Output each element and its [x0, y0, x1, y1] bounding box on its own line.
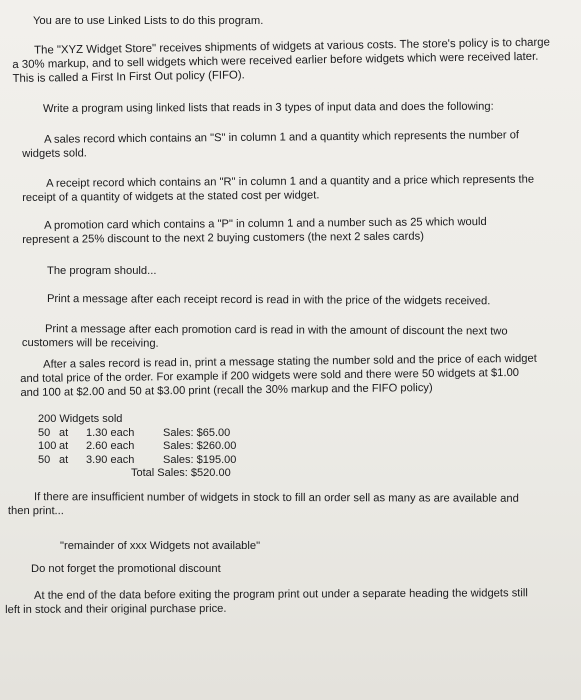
remainder-message: "remainder of xxx Widgets not available"	[60, 540, 261, 552]
sample-qty: 50	[38, 453, 51, 466]
sample-unit-price: 1.30 each	[86, 426, 135, 439]
program-should-heading: The program should...	[47, 265, 157, 277]
program-instructions: Write a program using linked lists that reads in 3 types of input data and does the following:	[43, 100, 494, 115]
store-policy-paragraph: The "XYZ Widget Store" receives shipments of widgets at various costs. The store's policy is to charge a 30% markup, and to sell widgets which were received earlier before widgets which were received later. This is called a First In First Out policy (FIFO).	[12, 36, 551, 85]
promotion-card-description: A promotion card which contains a "P" in column 1 and a number such as 25 which would represent a 25% discount to the next 2 buying customers (the next 2 sales cards)	[22, 215, 487, 246]
sample-sales: Sales: $195.00	[163, 453, 237, 466]
sample-sales: Sales: $65.00	[163, 426, 231, 439]
sample-sales: Sales: $260.00	[163, 440, 237, 452]
sample-qty: 50	[38, 426, 51, 439]
sample-qty: 100	[38, 440, 57, 452]
sample-total: Total Sales: $520.00	[131, 467, 231, 479]
sales-record-description: A sales record which contains an "S" in column 1 and a quantity which represents the number of widgets sold.	[22, 129, 520, 160]
sample-output	[38, 413, 283, 481]
sample-unit-price: 2.60 each	[86, 440, 135, 452]
insufficient-stock-rule: If there are insufficient number of widgets in stock to fill an order sell as many as are available and then print...	[7, 491, 519, 518]
sample-at: at	[59, 453, 69, 466]
end-of-data-instruction: At the end of the data before exiting the program print out under a separate heading the widgets still left in stock and their original purchase price.	[5, 587, 528, 616]
sample-header: 200 Widgets sold	[38, 413, 123, 425]
sample-row	[38, 440, 283, 454]
receipt-message-requirement: Print a message after each receipt record is read in with the price of the widgets received.	[46, 293, 491, 308]
intro-line: You are to use Linked Lists to do this program.	[33, 15, 264, 27]
sales-message-requirement: After a sales record is read in, print a message stating the number sold and the price of each widget and total price of the order. For example if 200 widgets were sold and there were 50 widgets at $1.00 and 100 at $2.00 and 50 at $3.00 print (recall the 30% markup and the FIFO policy)	[20, 352, 537, 399]
sample-at: at	[59, 440, 69, 452]
sample-row	[38, 454, 283, 468]
sample-row	[38, 427, 283, 441]
promotion-message-requirement: Print a message after each promotion card is read in with the amount of discount the next two customers will be receiving.	[21, 323, 508, 350]
sample-at: at	[59, 426, 69, 439]
promo-reminder: Do not forget the promotional discount	[31, 563, 221, 575]
sample-unit-price: 3.90 each	[86, 453, 135, 466]
receipt-record-description: A receipt record which contains an "R" in column 1 and a quantity and a price which represents the receipt of a quantity of widgets at the stated cost per widget.	[22, 173, 535, 204]
